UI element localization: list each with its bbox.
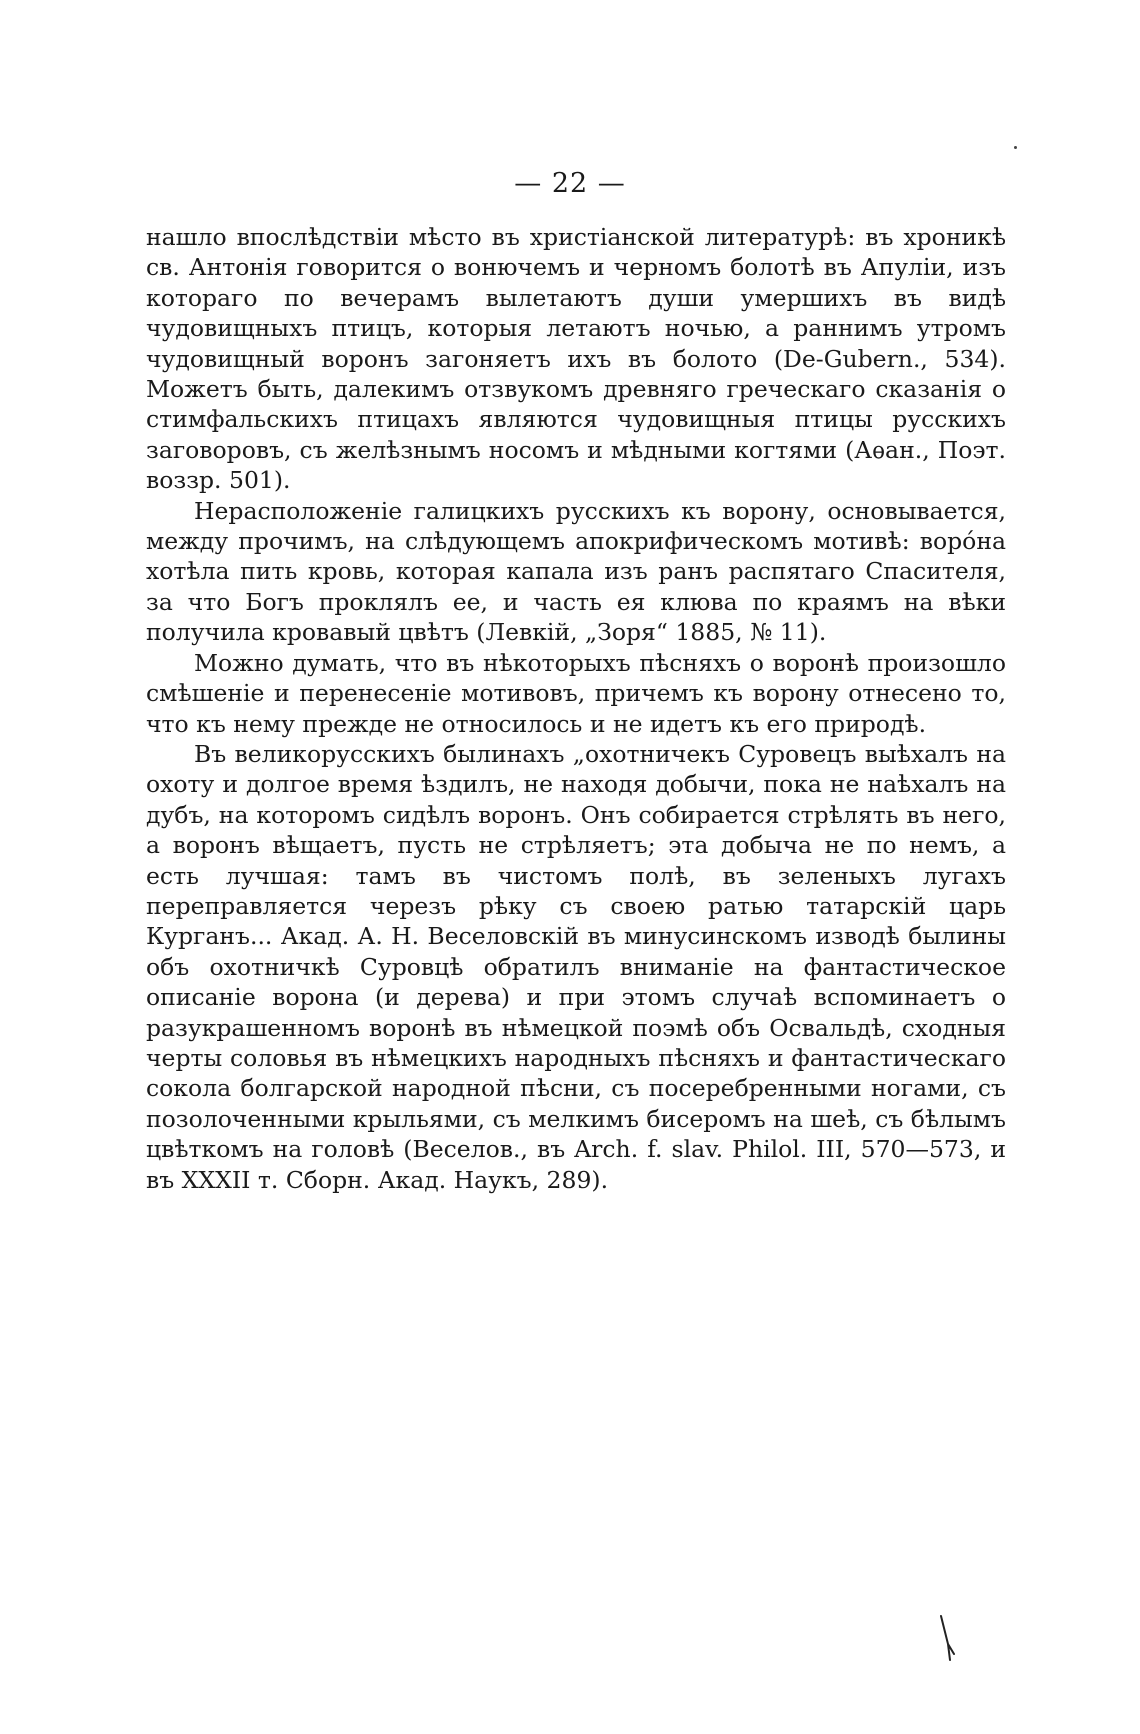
paragraph-continuation: нашло впослѣдствіи мѣсто въ христіанской литературѣ: въ хроникѣ св. Антонія говорится о вонючемъ и черномъ болотѣ въ Апуліи, изъ котораго по вечерамъ вылетаютъ души умершихъ въ видѣ чудовищныхъ птицъ, которыя летаютъ ночью, а раннимъ утромъ чудовищный воронъ загоняетъ ихъ въ болото (De-Gubern., 534). Можетъ быть, далекимъ отзвукомъ древняго греческаго сказанія о стимфальскихъ птицахъ являются чудовищныя птицы русскихъ заговоровъ, съ желѣзнымъ носомъ и мѣдными когтями (Аѳан., Поэт. воззр. 501). (146, 223, 1006, 495)
page-speck (1014, 146, 1017, 149)
body-text (146, 222, 1006, 1195)
paragraph-song-motifs: Можно думать, что въ нѣкоторыхъ пѣсняхъ о воронѣ произошло смѣшеніе и перенесеніе мотивовъ, причемъ къ ворону отнесено то, что къ нему прежде не относилось и не идетъ къ его природѣ. (146, 648, 1006, 738)
page-number: — 22 — (514, 168, 626, 199)
pencil-mark-icon (938, 1614, 958, 1664)
paragraph-galician-raven: Нерасположеніе галицкихъ русскихъ къ ворону, основывается, между прочимъ, на слѣдующемъ апокрифическомъ мотивѣ: воро́на хотѣла пить кровь, которая капала изъ ранъ распятаго Спасителя, за что Богъ проклялъ ее, и часть ея клюва по краямъ на вѣки получила кровавый цвѣтъ (Левкій, „Зоря“ 1885, № 11). (146, 496, 1006, 647)
paragraph-byliny: Въ великорусскихъ былинахъ „охотничекъ Суровецъ выѣхалъ на охоту и долгое время ѣздилъ, не находя добычи, пока не наѣхалъ на дубъ, на которомъ сидѣлъ воронъ. Онъ собирается стрѣлять въ него, а воронъ вѣщаетъ, пусть не стрѣляетъ; эта добыча не по немъ, а есть лучшая: тамъ въ чистомъ полѣ, въ зеленыхъ лугахъ переправляется черезъ рѣку съ своею ратью татарскій царь Курганъ... Акад. А. Н. Веселовскій въ минусинскомъ изводѣ былины объ охотничкѣ Суровцѣ обратилъ вниманіе на фантастическое описаніе ворона (и дерева) и при этомъ случаѣ вспоминаетъ о разукрашенномъ воронѣ въ нѣмецкой поэмѣ объ Освальдѣ, сходныя черты соловья въ нѣмецкихъ народныхъ пѣсняхъ и фантастическаго сокола болгарской народной пѣсни, съ посеребренными ногами, съ позолоченными крыльями, съ мелкимъ бисеромъ на шеѣ, съ бѣлымъ цвѣткомъ на головѣ (Веселов., въ Arch. f. slav. Philol. III, 570—573, и въ XXXII т. Сборн. Акад. Наукъ, 289). (146, 739, 1006, 1194)
